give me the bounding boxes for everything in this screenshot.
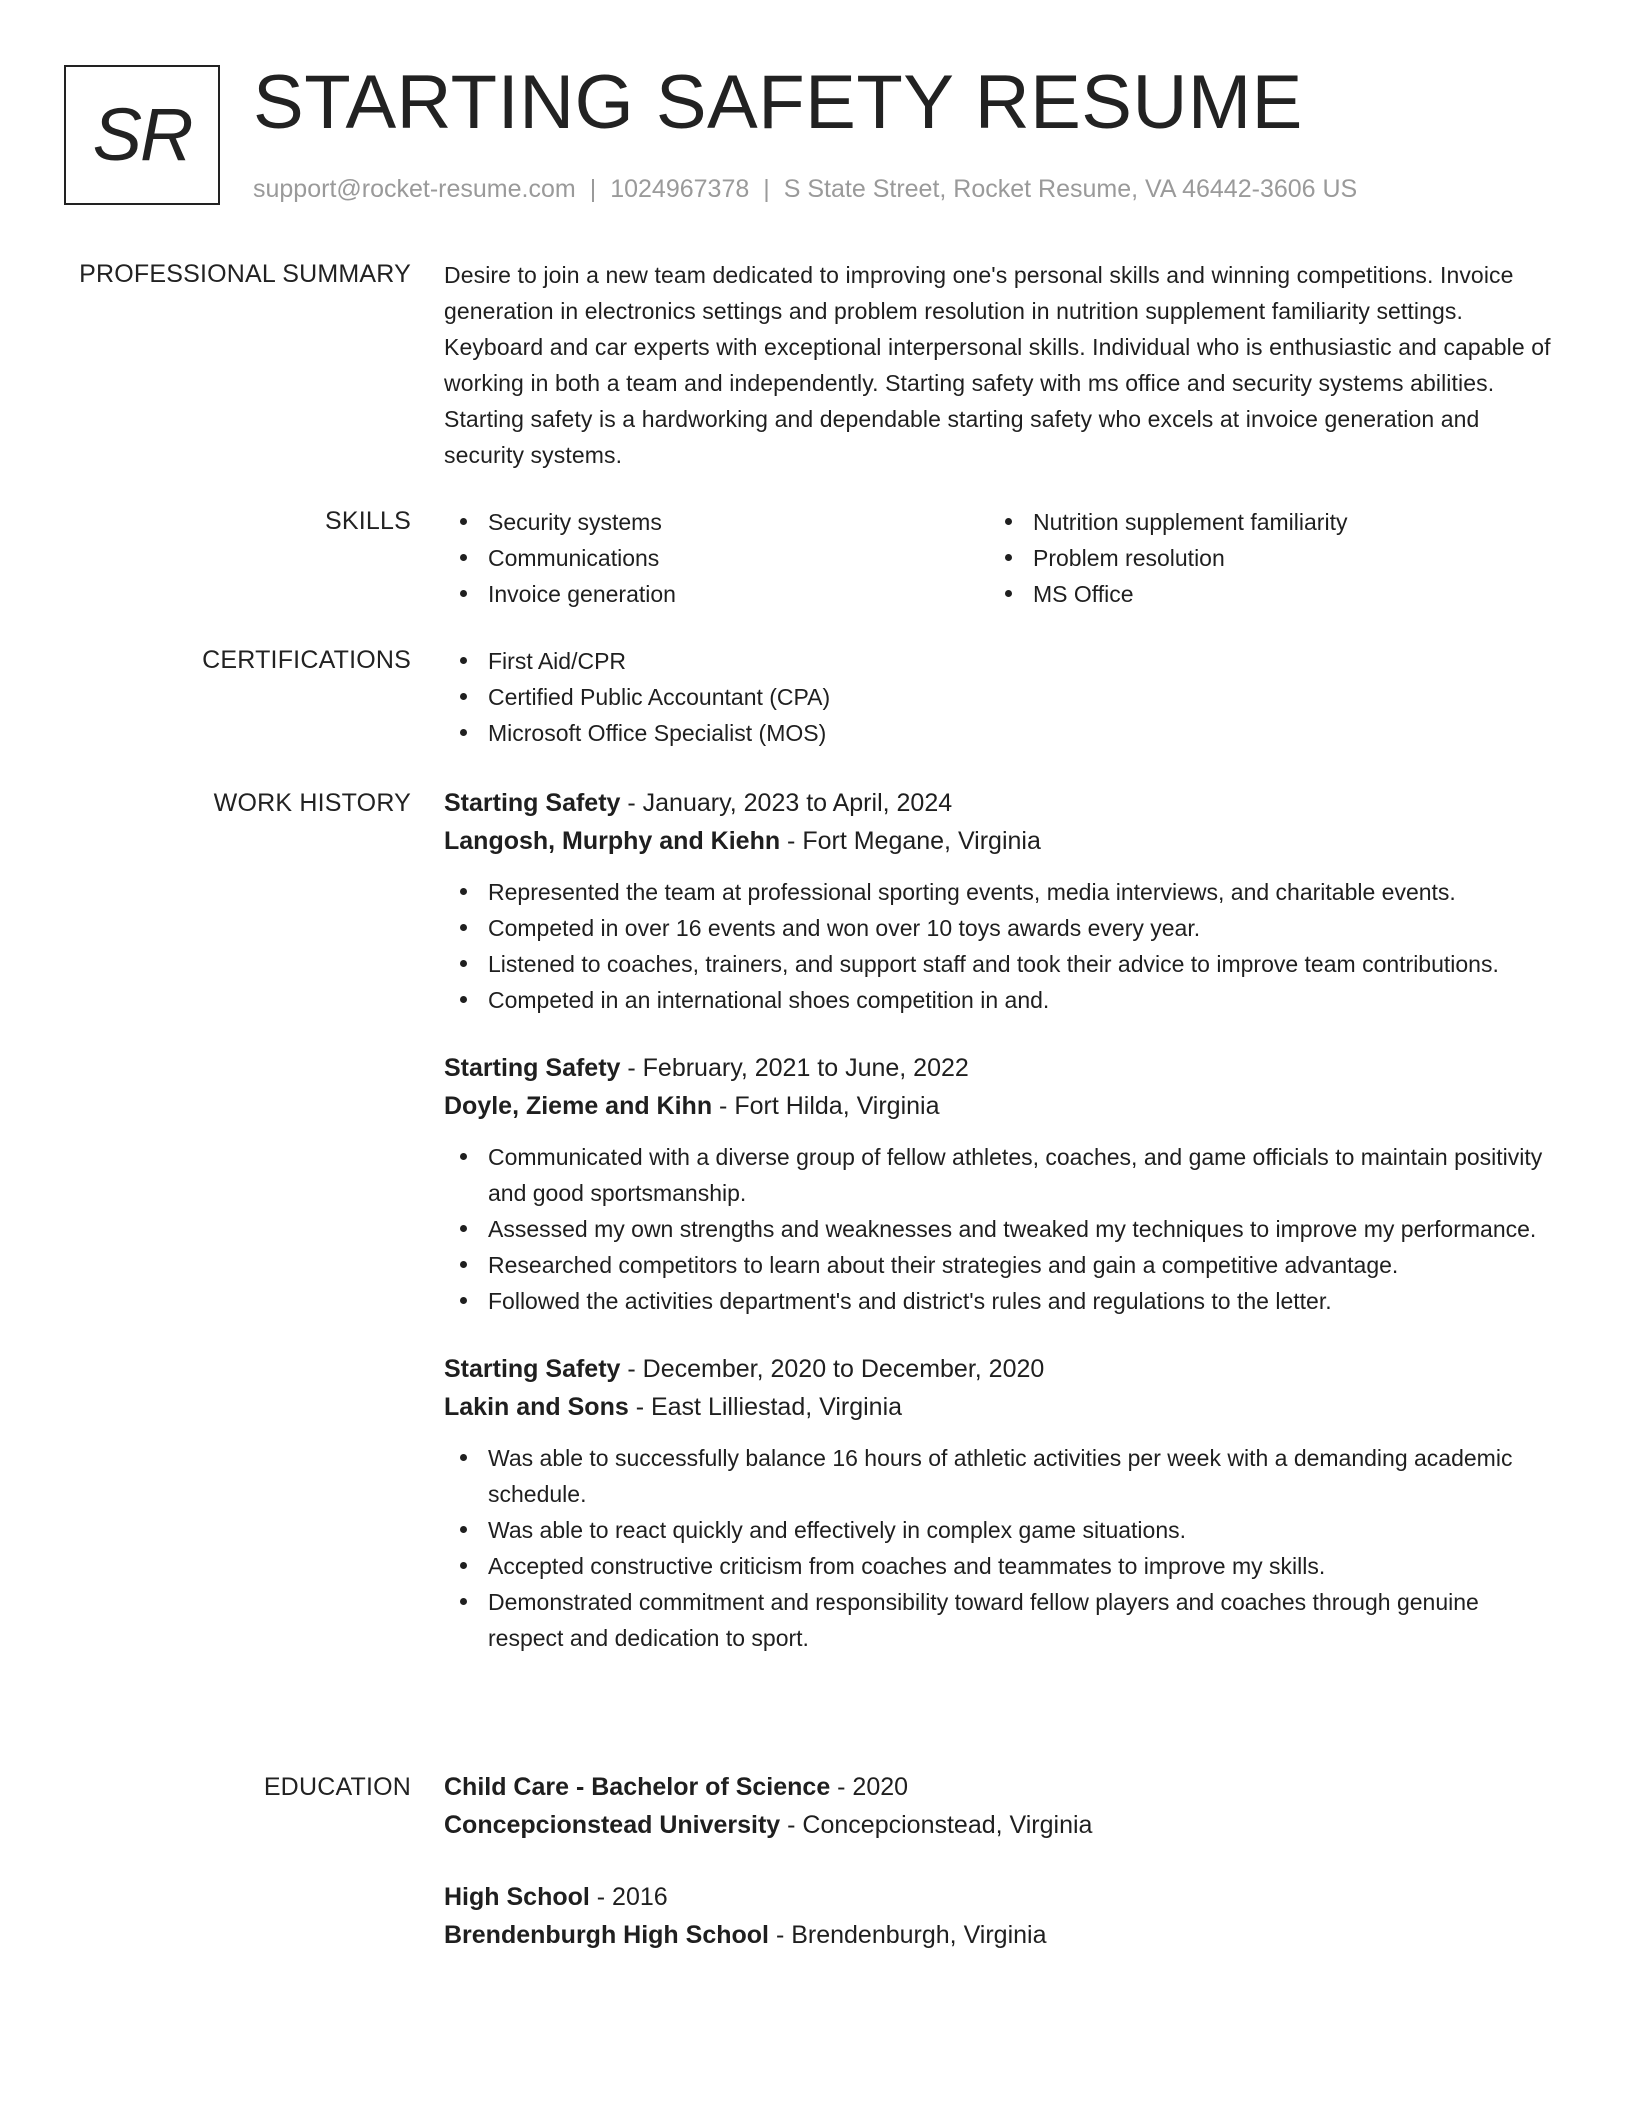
job-location: - Fort Megane, Virginia [780, 827, 1041, 855]
job-entry [444, 1350, 1554, 1656]
job-bullet: Competed in over 16 events and won over 10 toys awards every year. [444, 910, 1554, 946]
job-dates: - January, 2023 to April, 2024 [620, 789, 953, 817]
job-dates: - February, 2021 to June, 2022 [620, 1054, 969, 1082]
education-school: Concepcionstead University [444, 1811, 781, 1839]
job-bullet: Accepted constructive criticism from coaches and teammates to improve my skills. [444, 1548, 1554, 1584]
job-employer: Langosh, Murphy and Kiehn [444, 827, 781, 855]
section-heading-summary: PROFESSIONAL SUMMARY [79, 260, 411, 288]
job-title-line [444, 1350, 1554, 1388]
job-bullets [444, 1139, 1554, 1319]
job-bullet: Was able to successfully balance 16 hours of athletic activities per week with a demanding academic schedule. [444, 1440, 1554, 1512]
job-bullet: Followed the activities department's and district's rules and regulations to the letter. [444, 1283, 1554, 1319]
job-employer-line [444, 822, 1554, 860]
education-entry [444, 1768, 1554, 1844]
job-entry [444, 1049, 1554, 1319]
job-bullet: Researched competitors to learn about their strategies and gain a competitive advantage. [444, 1247, 1554, 1283]
skill-item: Invoice generation [444, 576, 989, 612]
certifications-list [444, 643, 1554, 751]
job-title: Starting Safety [444, 789, 621, 817]
job-employer: Lakin and Sons [444, 1393, 629, 1421]
section-heading-work-history: WORK HISTORY [213, 789, 411, 817]
education-degree-line [444, 1768, 1554, 1806]
job-bullet: Competed in an international shoes competition in and. [444, 982, 1554, 1018]
job-employer-line [444, 1087, 1554, 1125]
job-employer-line [444, 1388, 1554, 1426]
skills-list-right [989, 504, 1534, 612]
certification-item: Certified Public Accountant (CPA) [444, 679, 1554, 715]
job-title: Starting Safety [444, 1054, 621, 1082]
summary-text: Desire to join a new team dedicated to improving one's personal skills and winning competitions. Invoice generation in electronics settings and problem resolution in nutrition supplement familiarity settings. Keyboard and car experts with exceptional interpersonal skills. Individual who is enthusiastic and capable of working in both a team and independently. Starting safety with ms office and security systems abilities. Starting safety is a hardworking and dependable starting safety who excels at invoice generation and security systems. [444, 262, 1551, 468]
education-degree-line [444, 1878, 1554, 1916]
job-location: - Fort Hilda, Virginia [712, 1092, 940, 1120]
skill-item: Nutrition supplement familiarity [989, 504, 1534, 540]
skill-item: MS Office [989, 576, 1534, 612]
job-bullet: Listened to coaches, trainers, and support staff and took their advice to improve team contributions. [444, 946, 1554, 982]
contact-phone: 1024967378 [610, 175, 750, 203]
section-heading-skills: SKILLS [325, 507, 411, 535]
monogram-box [64, 65, 220, 205]
job-bullet: Communicated with a diverse group of fellow athletes, coaches, and game officials to maintain positivity and good sportsmanship. [444, 1139, 1554, 1211]
monogram-initials: SR [92, 93, 192, 176]
education-school-line [444, 1806, 1554, 1844]
certification-item: First Aid/CPR [444, 643, 1554, 679]
education-school-line [444, 1916, 1554, 1954]
education-entry [444, 1878, 1554, 1954]
skill-item: Problem resolution [989, 540, 1534, 576]
resume-title: STARTING SAFETY RESUME [253, 60, 1303, 145]
education-school: Brendenburgh High School [444, 1921, 769, 1949]
job-bullet: Was able to react quickly and effectively in complex game situations. [444, 1512, 1554, 1548]
job-dates: - December, 2020 to December, 2020 [620, 1355, 1045, 1383]
job-bullet: Assessed my own strengths and weaknesses and tweaked my techniques to improve my performance. [444, 1211, 1554, 1247]
contact-line [253, 174, 1357, 204]
education-degree: High School [444, 1883, 590, 1911]
job-bullet: Represented the team at professional sporting events, media interviews, and charitable events. [444, 874, 1554, 910]
job-title-line [444, 1049, 1554, 1087]
education-year: - 2020 [830, 1773, 909, 1801]
contact-email: support@rocket-resume.com [253, 175, 576, 203]
education-location: - Brendenburgh, Virginia [769, 1921, 1047, 1949]
job-bullets [444, 874, 1554, 1018]
job-bullet: Demonstrated commitment and responsibility toward fellow players and coaches through genuine respect and dedication to sport. [444, 1584, 1554, 1656]
section-heading-education: EDUCATION [263, 1773, 411, 1801]
job-title: Starting Safety [444, 1355, 621, 1383]
job-location: - East Lilliestad, Virginia [628, 1393, 903, 1421]
skills-list-left [444, 504, 989, 612]
education-year: - 2016 [589, 1883, 668, 1911]
section-heading-certifications: CERTIFICATIONS [202, 646, 411, 674]
education-degree: Child Care - Bachelor of Science [444, 1773, 831, 1801]
contact-separator: | [763, 175, 770, 203]
contact-separator: | [589, 175, 597, 203]
skill-item: Security systems [444, 504, 989, 540]
certification-item: Microsoft Office Specialist (MOS) [444, 715, 1554, 751]
job-entry [444, 784, 1554, 1018]
job-employer: Doyle, Zieme and Kihn [444, 1092, 713, 1120]
education-location: - Concepcionstead, Virginia [780, 1811, 1093, 1839]
job-bullets [444, 1440, 1554, 1656]
job-title-line [444, 784, 1554, 822]
skill-item: Communications [444, 540, 989, 576]
contact-address: S State Street, Rocket Resume, VA 46442-3606 US [783, 175, 1358, 203]
